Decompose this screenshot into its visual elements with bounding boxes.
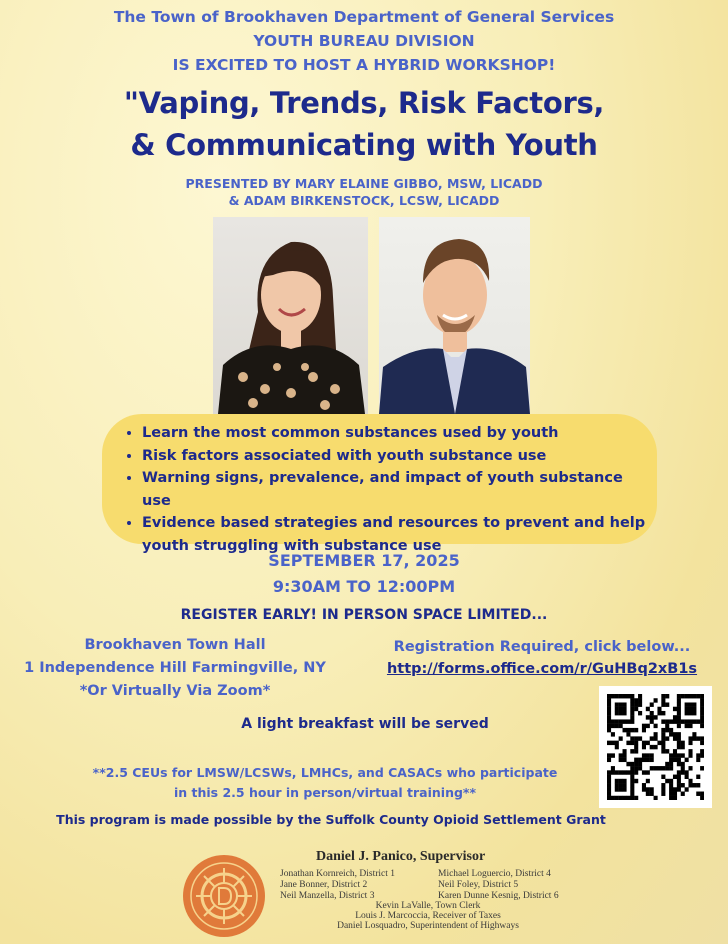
breakfast-note: A light breakfast will be served: [241, 716, 489, 732]
superintendent-of-highways: Daniel Losquadro, Superintendent of Highways: [337, 921, 519, 931]
council-member: Karen Dunne Kesnig, District 6: [438, 891, 559, 901]
presenters-line-1: PRESENTED BY MARY ELAINE GIBBO, MSW, LICADD: [185, 176, 543, 191]
objective-item: • Learn the most common substances used by youth: [142, 422, 647, 445]
presenter-photo-adam: [379, 217, 530, 414]
council-member: Michael Loguercio, District 4: [438, 869, 551, 879]
title-line-2: & Communicating with Youth: [130, 128, 598, 162]
location-venue: Brookhaven Town Hall: [84, 637, 266, 653]
objective-item: • Warning signs, prevalence, and impact of youth substance use: [142, 467, 647, 512]
title-line-1: "Vaping, Trends, Risk Factors,: [123, 86, 605, 120]
header-line-2: YOUTH BUREAU DIVISION: [253, 32, 475, 50]
receiver-of-taxes: Louis J. Marcoccia, Receiver of Taxes: [355, 911, 501, 921]
event-time: 9:30AM TO 12:00PM: [272, 577, 456, 596]
location-address: 1 Independence Hill Farmingville, NY: [24, 660, 326, 676]
header-line-3: IS EXCITED TO HOST A HYBRID WORKSHOP!: [172, 56, 556, 74]
presenters-line-2: & ADAM BIRKENSTOCK, LCSW, LICADD: [228, 193, 500, 208]
supervisor-name: Daniel J. Panico, Supervisor: [316, 849, 486, 864]
header-line-1: The Town of Brookhaven Department of General Services: [113, 8, 615, 26]
objective-item: • Risk factors associated with youth substance use: [142, 445, 647, 468]
council-member: Jonathan Kornreich, District 1: [280, 869, 396, 879]
register-early-note: REGISTER EARLY! IN PERSON SPACE LIMITED...: [180, 607, 548, 623]
town-seal-logo: [182, 854, 266, 938]
council-member: Neil Foley, District 5: [438, 880, 519, 890]
presenter-photo-mary: [213, 217, 368, 414]
ceu-note-line-2: in this 2.5 hour in person/virtual training**: [173, 785, 476, 800]
learning-objectives-panel: [102, 414, 657, 554]
council-member: Jane Bonner, District 2: [280, 880, 368, 890]
learning-objectives-list: [102, 414, 657, 557]
objective-item: • Evidence based strategies and resources to prevent and help youth struggling with substance use: [142, 512, 647, 557]
event-date: SEPTEMBER 17, 2025: [268, 551, 460, 570]
town-clerk: Kevin LaValle, Town Clerk: [375, 901, 481, 911]
location-virtual-note: *Or Virtually Via Zoom*: [79, 683, 271, 699]
registration-label: Registration Required, click below...: [393, 639, 691, 655]
ceu-note-line-1: **2.5 CEUs for LMSW/LCSWs, LMHCs, and CASACs who participate: [92, 765, 558, 780]
registration-qr-code[interactable]: [599, 686, 712, 808]
council-member: Neil Manzella, District 3: [280, 891, 375, 901]
grant-note: This program is made possible by the Suffolk County Opioid Settlement Grant: [56, 812, 606, 827]
qr-code-icon: [607, 694, 704, 800]
registration-link[interactable]: http://forms.office.com/r/GuHBq2xB1s: [386, 661, 698, 677]
